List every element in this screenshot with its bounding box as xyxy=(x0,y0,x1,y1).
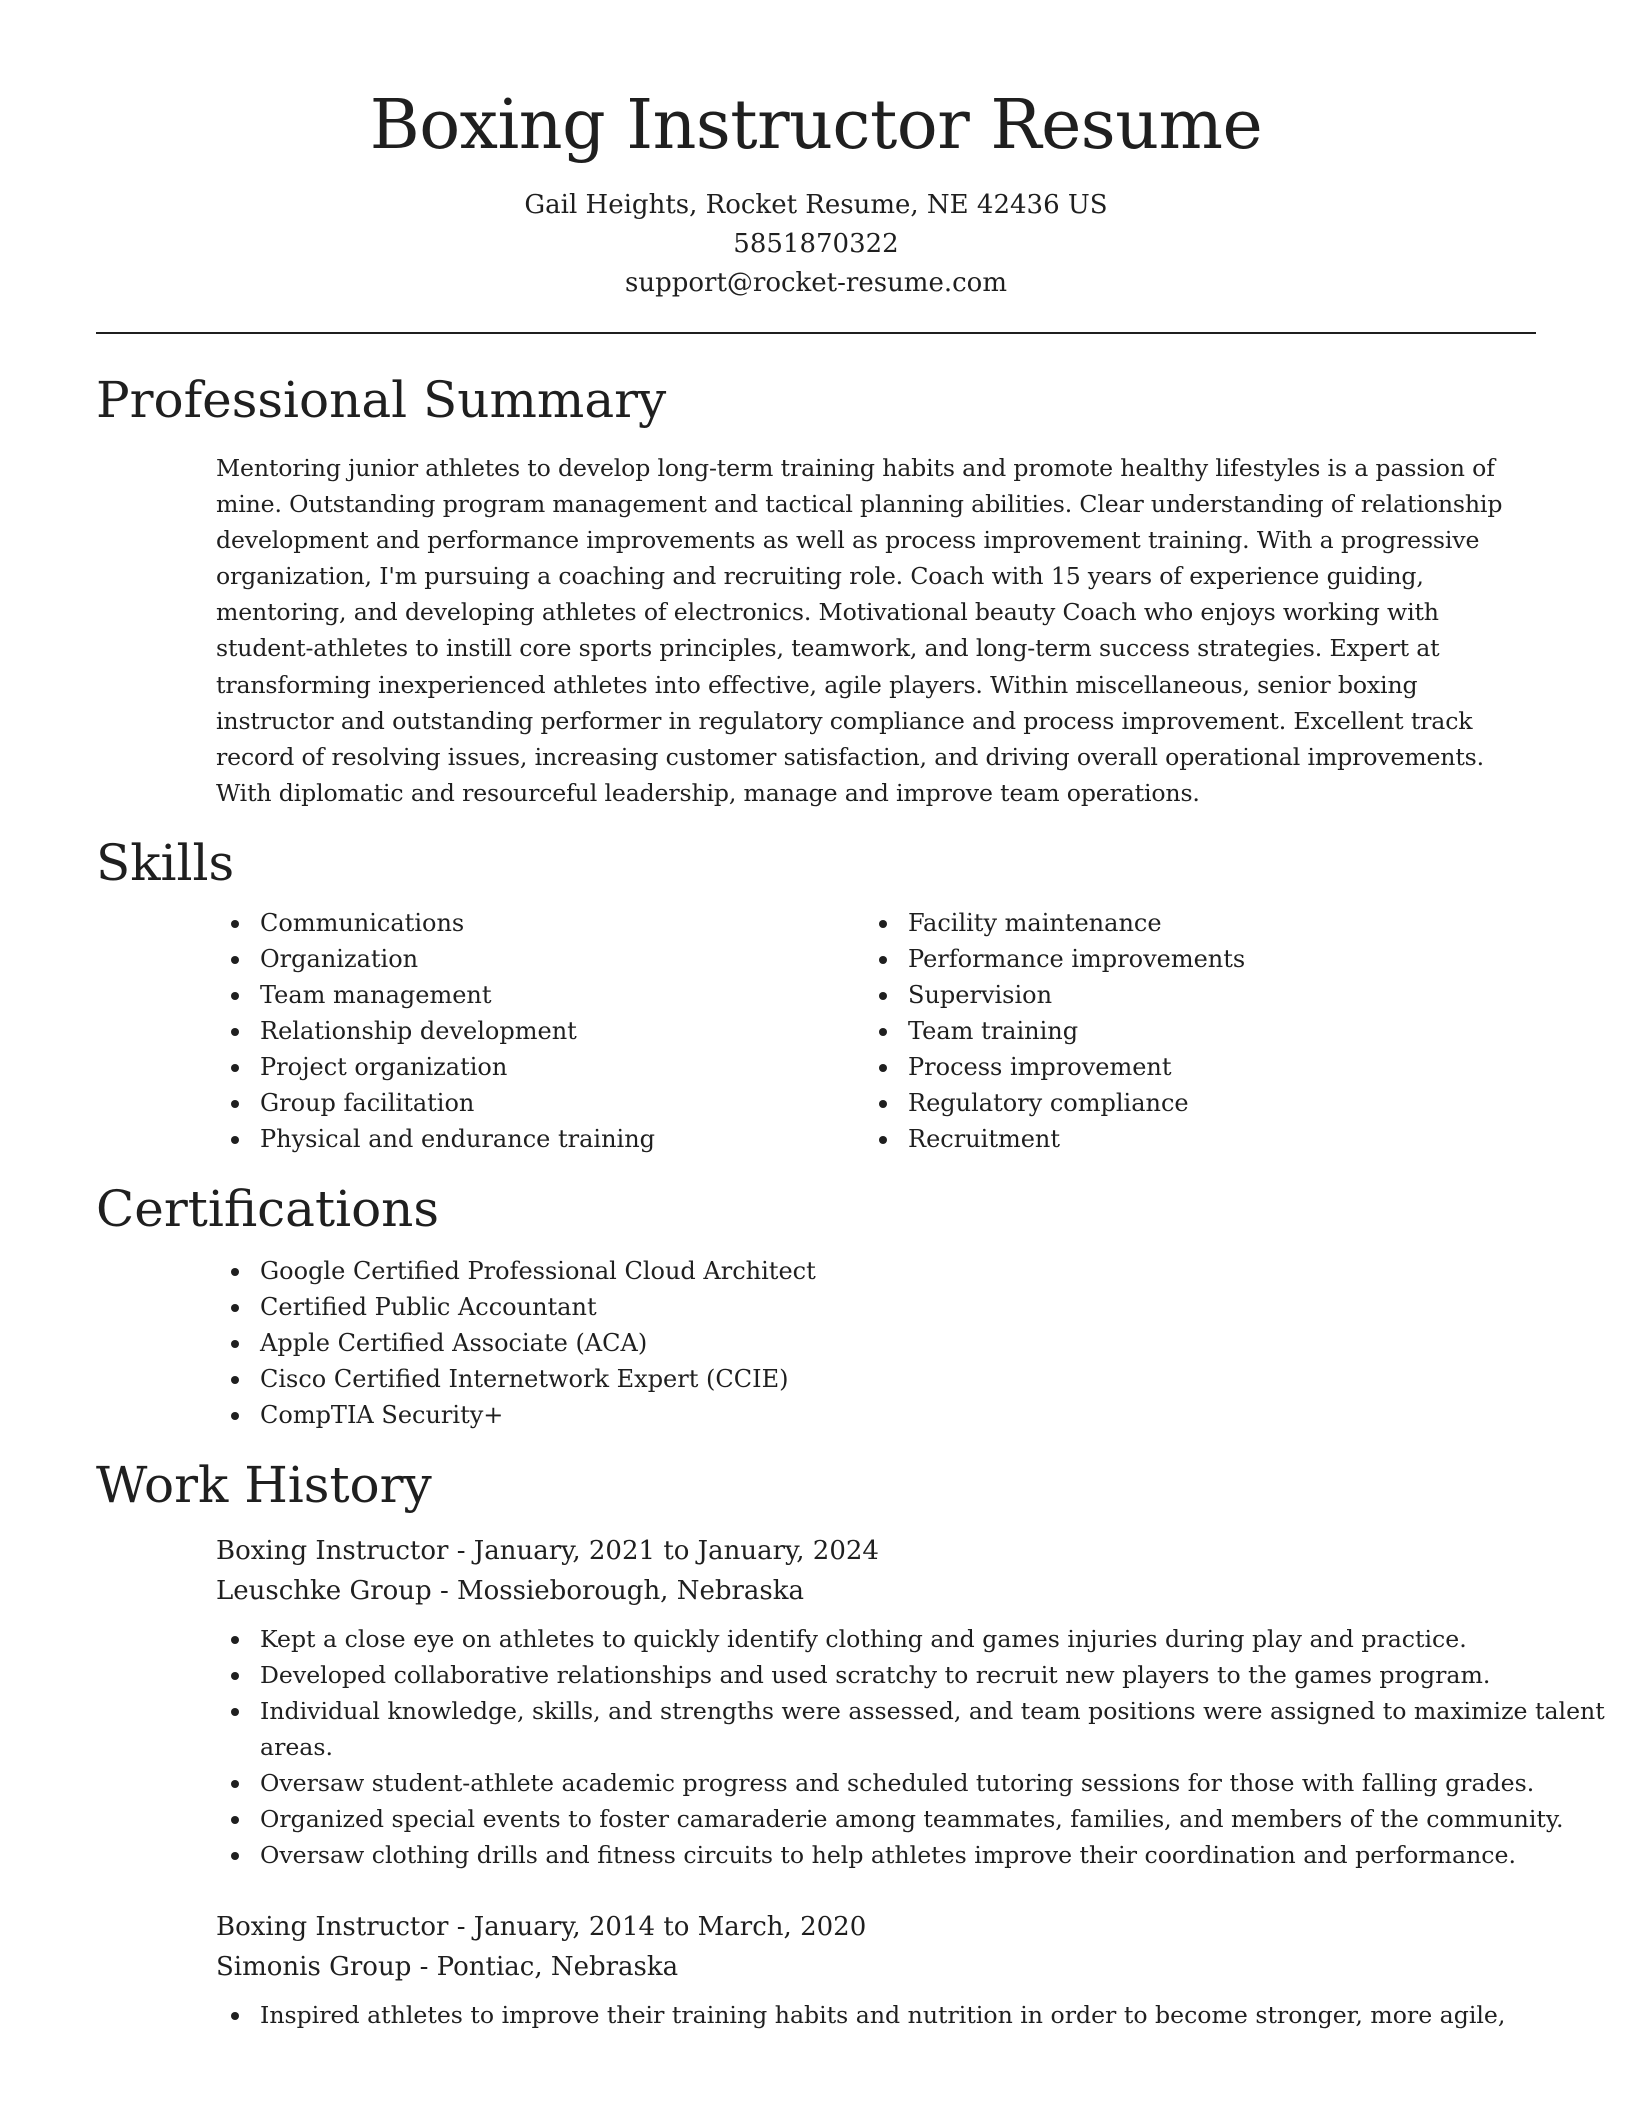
certification-item: CompTIA Security+ xyxy=(96,1397,1536,1433)
header-divider xyxy=(96,332,1536,334)
certifications-section xyxy=(96,1179,1536,1433)
certifications-list xyxy=(96,1253,1536,1433)
summary-heading: Professional Summary xyxy=(96,371,667,429)
skill-item: Organization xyxy=(96,941,746,977)
certification-item: Apple Certified Associate (ACA) xyxy=(96,1325,1536,1361)
skill-item: Performance improvements xyxy=(746,941,1245,977)
contact-email: support@rocket-resume.com xyxy=(624,268,1007,298)
skill-item: Team training xyxy=(746,1013,1245,1049)
job-company-line: Simonis Group - Pontiac, Nebraska xyxy=(216,1951,679,1982)
skills-heading: Skills xyxy=(96,833,235,892)
contact-phone: 5851870322 xyxy=(733,229,899,259)
skills-section xyxy=(96,833,1536,1157)
job-bullet-list xyxy=(96,1997,1536,2033)
resume-title: Boxing Instructor Resume xyxy=(369,86,1263,165)
job-title-line: Boxing Instructor - January, 2021 to January, 2024 xyxy=(216,1535,879,1566)
skills-grid xyxy=(96,905,1536,1157)
skill-item: Process improvement xyxy=(746,1049,1245,1085)
skill-item: Group facilitation xyxy=(96,1085,746,1121)
skill-item: Facility maintenance xyxy=(746,905,1245,941)
job-bullet: Organized special events to foster camaraderie among teammates, families, and members of the community. xyxy=(96,1801,1630,1837)
job-bullet: Inspired athletes to improve their training habits and nutrition in order to become stronger, more agile, xyxy=(96,1997,1630,2033)
skills-column-1 xyxy=(96,905,746,1157)
skill-item: Supervision xyxy=(746,977,1245,1013)
skill-item: Recruitment xyxy=(746,1121,1245,1157)
certification-item: Google Certified Professional Cloud Architect xyxy=(96,1253,1536,1289)
skill-item: Regulatory compliance xyxy=(746,1085,1245,1121)
job-bullet: Oversaw student-athlete academic progress and scheduled tutoring sessions for those with falling grades. xyxy=(96,1765,1630,1801)
resume-page xyxy=(96,0,1605,2033)
work-history-heading: Work History xyxy=(96,1455,432,1514)
job-bullet: Kept a close eye on athletes to quickly identify clothing and games injuries during play and practice. xyxy=(96,1621,1630,1657)
summary-text: Mentoring junior athletes to develop long-term training habits and promote healthy lifestyles is a passion of mine. Outstanding program management and tactical planning abilities. Clear understanding of relationship development and performance improvements as well as process improvement training. With a progressive organization, I'm pursuing a coaching and recruiting role. Coach with 15 years of experience guiding, mentoring, and developing athletes of electronics. Motivational beauty Coach who enjoys working with student-athletes to instill core sports principles, teamwork, and long-term success strategies. Expert at transforming inexperienced athletes into effective, agile players. Within miscellaneous, senior boxing instructor and outstanding performer in regulatory compliance and process improvement. Excellent track record of resolving issues, increasing customer satisfaction, and driving overall operational improvements. With diplomatic and resourceful leadership, manage and improve team operations. xyxy=(216,454,1503,807)
skills-column-2 xyxy=(746,905,1245,1157)
certification-item: Certified Public Accountant xyxy=(96,1289,1536,1325)
certification-item: Cisco Certified Internetwork Expert (CCIE) xyxy=(96,1361,1536,1397)
contact-block xyxy=(96,186,1536,303)
skill-item: Physical and endurance training xyxy=(96,1121,746,1157)
job-entry xyxy=(216,1531,1605,1873)
job-bullet: Oversaw clothing drills and fitness circuits to help athletes improve their coordination and performance. xyxy=(96,1837,1630,1873)
work-history-section xyxy=(96,1455,1605,2033)
skill-item: Team management xyxy=(96,977,746,1013)
skill-item: Project organization xyxy=(96,1049,746,1085)
certifications-heading: Certifications xyxy=(96,1179,440,1238)
contact-address: Gail Heights, Rocket Resume, NE 42436 US xyxy=(524,190,1108,220)
job-bullet: Developed collaborative relationships and used scratchy to recruit new players to the games program. xyxy=(96,1657,1630,1693)
job-entry xyxy=(216,1907,1536,2033)
skill-item: Relationship development xyxy=(96,1013,746,1049)
job-company-line: Leuschke Group - Mossieborough, Nebraska xyxy=(216,1575,805,1606)
job-title-line: Boxing Instructor - January, 2014 to March, 2020 xyxy=(216,1911,867,1942)
job-bullet-list xyxy=(96,1621,1605,1873)
summary-section xyxy=(96,370,1536,811)
skill-item: Communications xyxy=(96,905,746,941)
job-bullet: Individual knowledge, skills, and strengths were assessed, and team positions were assigned to maximize talent areas. xyxy=(96,1693,1630,1765)
